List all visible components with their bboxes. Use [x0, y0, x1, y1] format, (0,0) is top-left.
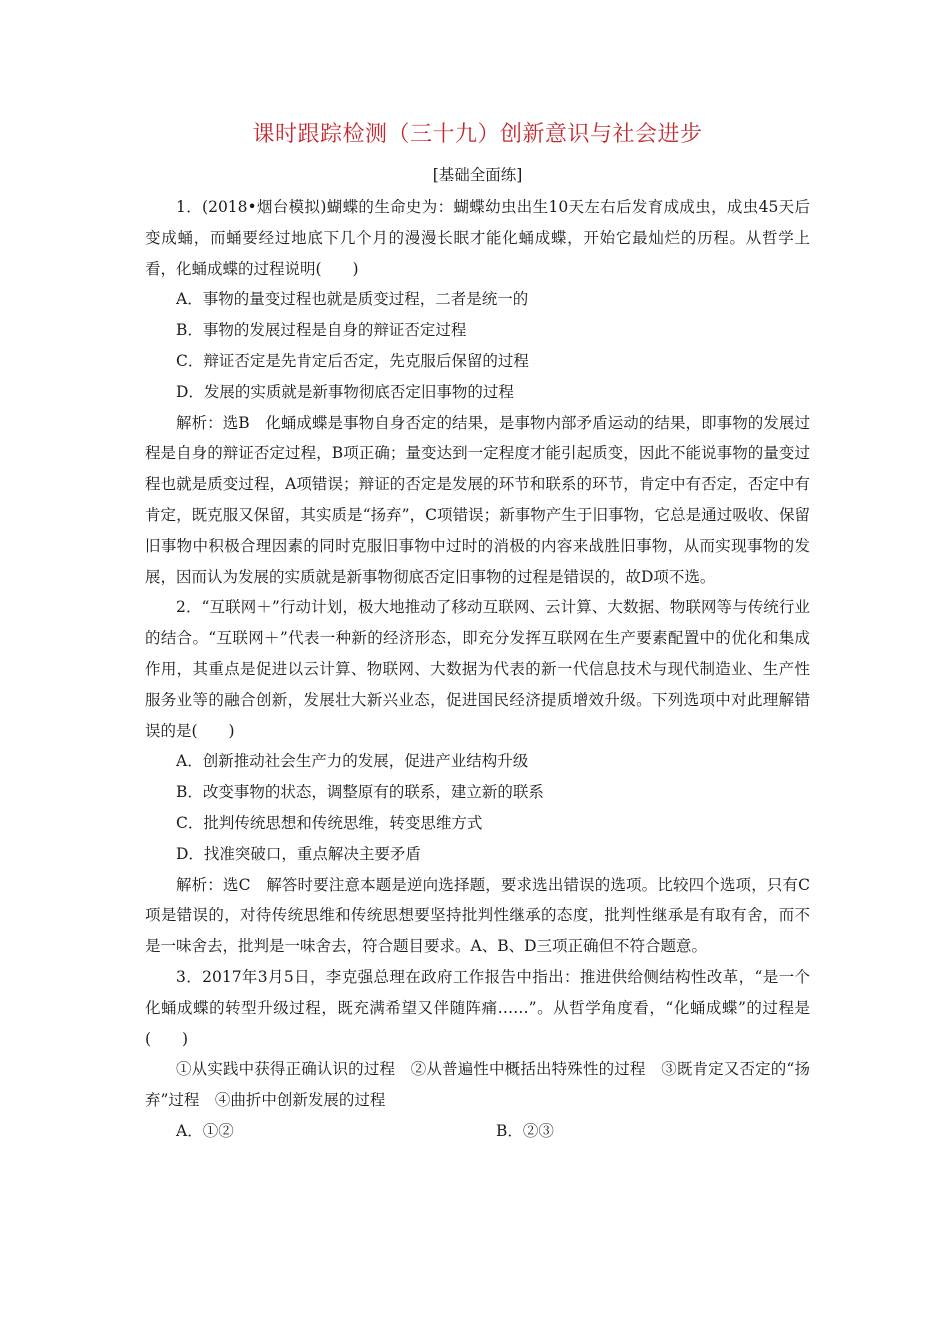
analysis: 解析：选C 解答时要注意本题是逆向选择题，要求选出错误的选项。比较四个选项，只有C项是错误的，对待传统思维和传统思想要坚持批判性继承的态度，批判性继承是有取有舍，而不是一味舍去，批判是一味舍去，符合题目要求。A、B、D三项正确但不符合题意。: [145, 875, 810, 956]
page-title: 课时跟踪检测（三十九）创新意识与社会进步: [252, 122, 703, 147]
analysis: 解析：选B 化蛹成蝶是事物自身否定的结果，是事物内部矛盾运动的结果，即事物的发展过程是自身的辩证否定过程，B项正确；量变达到一定程度才能引起质变，因此不能说事物的量变过程也就是质变过程，A项错误；辩证的否定是发展的环节和联系的环节，肯定中有否定，否定中有肯定，既克服又保留，其实质是“扬弃”，C项错误；新事物产生于旧事物，它总是通过吸收、保留旧事物中积极合理因素的同时克服旧事物中过时的消极的内容来战胜旧事物，从而实现事物的发展，因而认为发展的实质就是新事物彻底否定旧事物的过程是错误的，故D项不选。: [145, 413, 810, 586]
question-3: [145, 962, 810, 1147]
option-c: C．批判传统思想和传统思维，转变思维方式: [176, 813, 483, 832]
option-b: B．事物的发展过程是自身的辩证否定过程: [176, 321, 467, 340]
question-stem: 1．(2018•烟台模拟)蝴蝶的生命史为：蝴蝶幼虫出生10天左右后发育成成虫，成虫45天后变成蛹，而蛹要经过地底下几个月的漫漫长眠才能化蛹成蝶，开始它最灿烂的历程。从哲学上看，化蛹成蝶的过程说明( ): [145, 198, 810, 278]
option-a: A．创新推动社会生产力的发展，促进产业结构升级: [176, 752, 529, 771]
option-b: B．改变事物的状态，调整原有的联系，建立新的联系: [176, 783, 544, 802]
question-stem: 3．2017年3月5日，李克强总理在政府工作报告中指出：推进供给侧结构性改革，“是一个化蛹成蝶的转型升级过程，既充满希望又伴随阵痛……”。从哲学角度看，“化蛹成蝶”的过程是( ): [145, 967, 810, 1048]
document-page: [145, 118, 810, 1147]
question-1: [145, 192, 810, 592]
option-c: C．辩证否定是先肯定后否定，先克服后保留的过程: [176, 351, 529, 370]
option-b: B．②③: [496, 1121, 554, 1140]
section-label: [基础全面练]: [432, 166, 523, 184]
option-d: D．发展的实质就是新事物彻底否定旧事物的过程: [176, 382, 514, 401]
option-a: A．事物的量变过程也就是质变过程，二者是统一的: [176, 290, 529, 309]
option-d: D．找准突破口，重点解决主要矛盾: [176, 844, 421, 863]
option-row: [145, 1116, 810, 1147]
option-a: A．①②: [176, 1121, 234, 1140]
statement-list: ①从实践中获得正确认识的过程 ②从普遍性中概括出特殊性的过程 ③既肯定又否定的“扬弃”过程 ④曲折中创新发展的过程: [145, 1060, 810, 1110]
question-stem: 2．“互联网＋”行动计划，极大地推动了移动互联网、云计算、大数据、物联网等与传统行业的结合。“互联网＋”代表一种新的经济形态，即充分发挥互联网在生产要素配置中的优化和集成作用，其重点是促进以云计算、物联网、大数据为代表的新一代信息技术与现代制造业、生产性服务业等的融合创新，发展壮大新兴业态，促进国民经济提质增效升级。下列选项中对此理解错误的是( ): [145, 598, 810, 740]
question-2: [145, 592, 810, 962]
